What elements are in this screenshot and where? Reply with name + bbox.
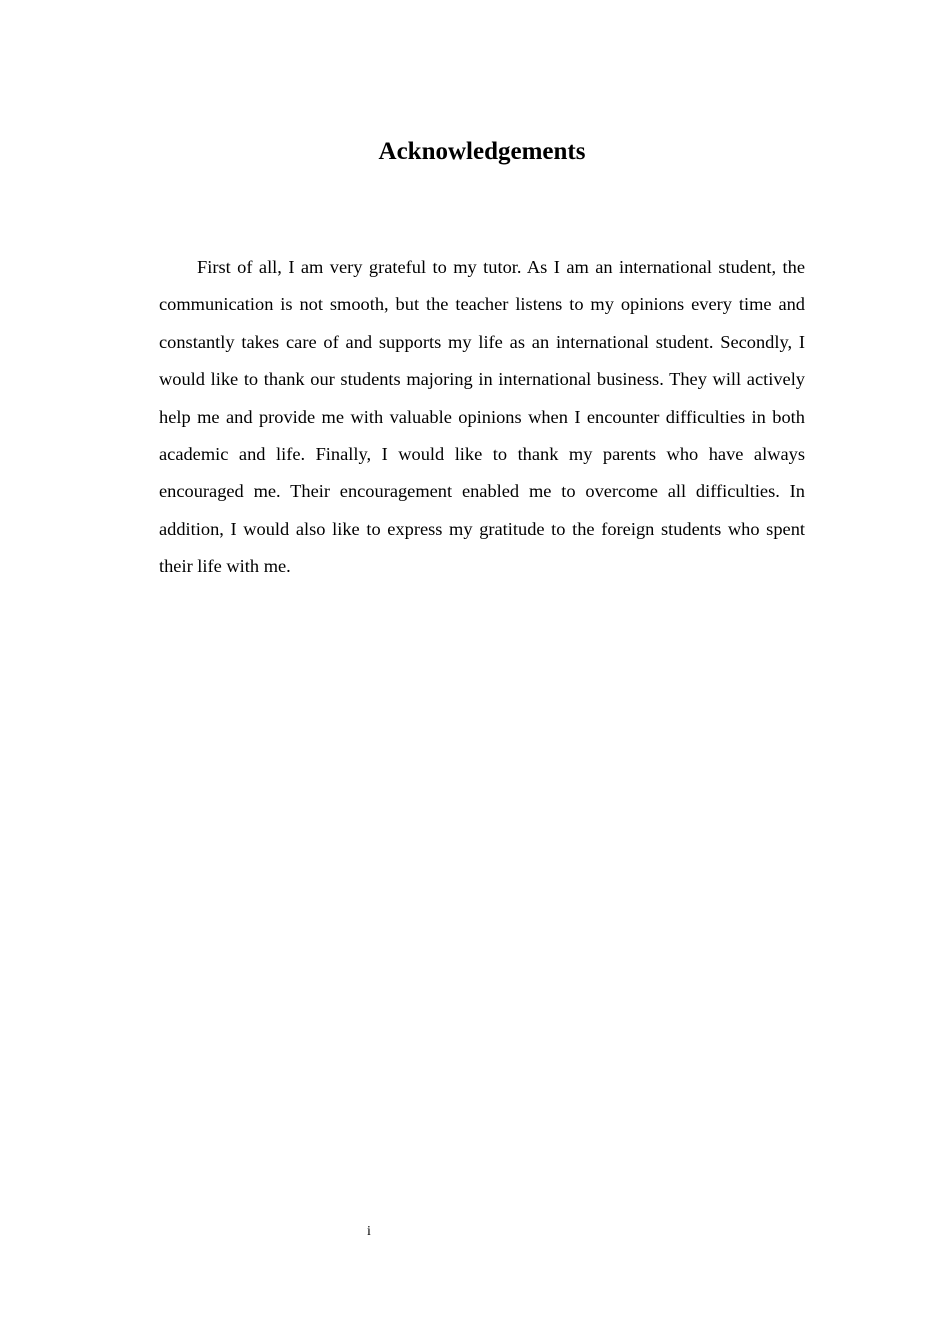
page-title: Acknowledgements bbox=[378, 138, 586, 165]
acknowledgement-paragraph: First of all, I am very grateful to my tutor. As I am an international student, the communication is not smooth, but the teacher listens to my opinions every time and constantly takes care of and supports my life as an international student. Secondly, I would like to thank our students majoring in international business. They will actively help me and provide me with valuable opinions when I encounter difficulties in both academic and life. Finally, I would like to thank my parents who have always encouraged me. Their encouragement enabled me to overcome all difficulties. In addition, I would also like to express my gratitude to the foreign students who spent their life with me. bbox=[159, 257, 805, 577]
page-number: i bbox=[367, 1224, 371, 1239]
